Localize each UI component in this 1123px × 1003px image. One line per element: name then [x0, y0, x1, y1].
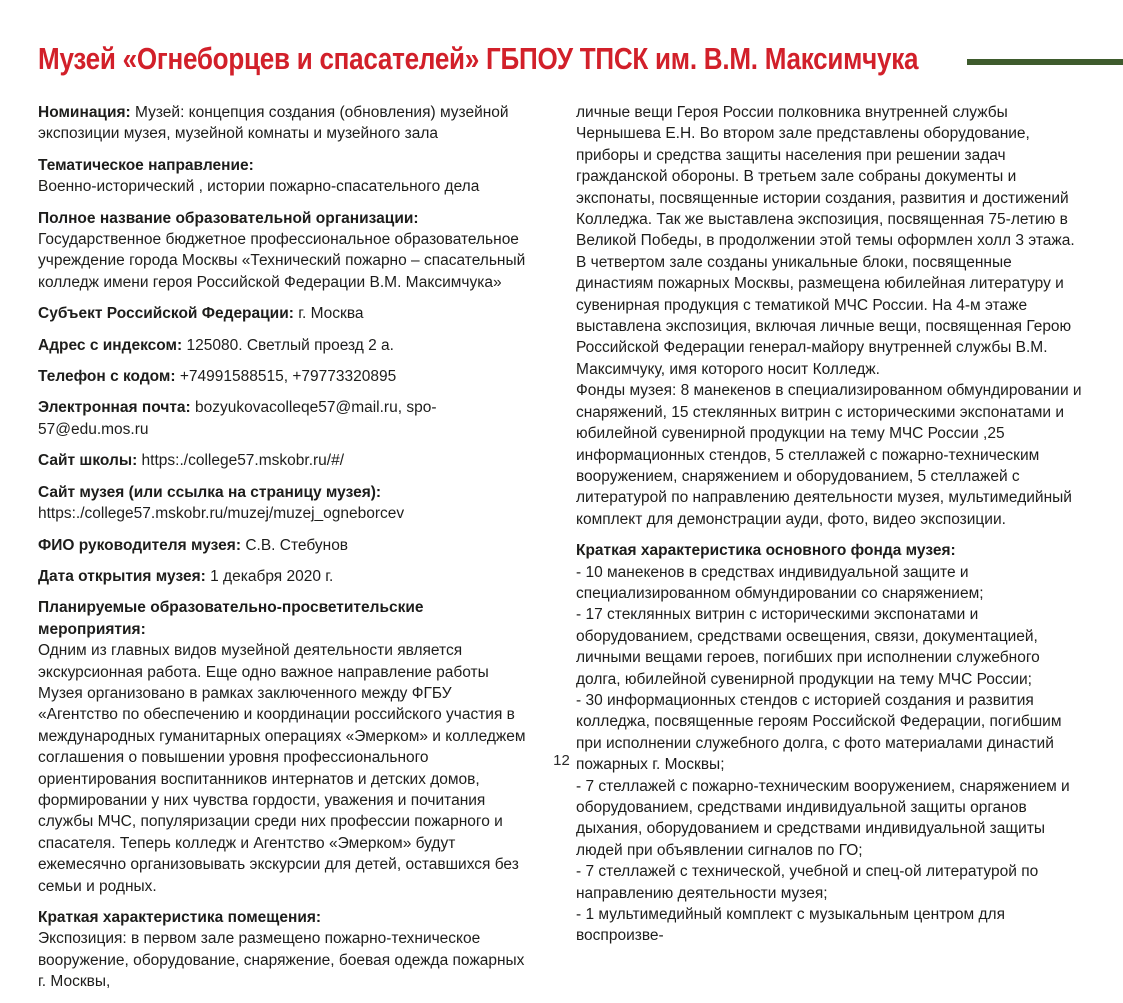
page-footer — [0, 752, 1123, 769]
fund-item: - 17 стеклянных витрин с историческими экспонатами и оборудованием, средствами освещения, связи, документацией, личными вещами героев, погибших при исполнении служебного долга, юбилейной сувенирной продукции на тему МЧС России; — [576, 606, 1040, 688]
field-value: С.В. Стебунов — [245, 536, 349, 554]
field-planned-events — [38, 597, 532, 897]
field-value: https:./college57.mskobr.ru/#/ — [141, 452, 345, 470]
fund-item: - 10 манекенов в средствах индивидуальной защите и специализированном обмундировании со снаряжением; — [576, 563, 984, 602]
field-value: 125080. Светлый проезд 2 а. — [186, 336, 394, 354]
field-email — [38, 397, 532, 440]
two-column-body — [38, 102, 1088, 1003]
field-theme — [38, 155, 532, 198]
field-label: ФИО руководителя музея: — [38, 536, 242, 554]
fund-characteristics-section — [576, 540, 1088, 947]
field-label: Номинация: — [38, 104, 131, 121]
field-premises — [38, 907, 532, 993]
field-nomination — [38, 102, 532, 145]
field-label: Электронная почта: — [38, 399, 191, 417]
field-label: Дата открытия музея: — [38, 567, 206, 585]
right-column — [576, 102, 1088, 1003]
field-label: Планируемые образовательно-просветительские мероприятия: — [38, 599, 424, 638]
field-museum-site — [38, 482, 532, 525]
field-label: Телефон с кодом: — [38, 368, 176, 386]
field-region — [38, 303, 532, 324]
field-label: Полное название образовательной организации: — [38, 209, 419, 227]
museum-funds: Фонды музея: 8 манекенов в специализированном обмундировании и снаряжений, 15 стеклянных витрин с историческими экспонатами и юбилейной сувенирной продукции на тему МЧС России ,25 информационных стендов, 5 стеллажей с пожарно-техническим вооружением, снаряжением и оборудованием, 5 стеллажей с литературой по направлению деятельности музея, мультимедийный комплект для демонстрации ауди, фото, видео экспозиции. — [576, 382, 1082, 528]
field-label: Тематическое направление: — [38, 156, 254, 174]
field-address — [38, 335, 532, 356]
field-value: Государственное бюджетное профессиональное образовательное учреждение города Москвы «Технический пожарно – спасательный колледж имени героя Российской Федерации В.М. Максимчука» — [38, 231, 526, 291]
field-value: Одним из главных видов музейной деятельности является экскурсионная работа. Еще одно важное направление работы Музея организовано в рамках заключенного между ФГБУ «Агентство по обеспечению и координации российского участия в международных гуманитарных операциях «Эмерком» и колледжем соглашения о повышении уровня профессионального ориентирования воспитанников интернатов и детских домов, формировании у них чувства гордости, уважения и почитания службы МЧС, популяризации среди них профессии пожарного и спасателя. Теперь колледж и Агентство «Эмерком» будут ежемесячно организовывать экскурсии для детей, оставшихся без семьи и родных. — [38, 642, 526, 895]
left-column — [38, 102, 532, 1003]
field-label: Субъект Российской Федерации: — [38, 305, 294, 323]
field-value: г. Москва — [298, 305, 364, 323]
field-label: Сайт музея (или ссылка на страницу музея): — [38, 483, 382, 501]
fund-item: - 1 мультимедийный комплект с музыкальным центром для воспроизве- — [576, 906, 1005, 945]
page-number: 12 — [553, 752, 570, 769]
field-label: Адрес с индексом: — [38, 336, 183, 354]
header-rule — [967, 59, 1123, 65]
field-value: Музей: концепция создания (обновления) музейной экспозиции музея, музейной комнаты и музейного зала — [38, 104, 509, 143]
field-value: https:./college57.mskobr.ru/muzej/muzej_ogneborcev — [38, 505, 405, 523]
halls-description: личные вещи Героя России полковника внутренней службы Чернышева Е.Н. Во втором зале представлены оборудование, приборы и средства защиты населения при решении задач гражданской обороны. В третьем зале собраны документы и экспонаты, посвященные истории создания, развития и достижений Колледжа. Так же выставлена экспозиция, посвященная 75-летию в Великой Победы, в продолжении этой темы оформлен холл 3 этажа. В четвертом зале созданы уникальные блоки, посвященные династиям пожарных Москвы, размещена юбилейная литературу и сувенирная продукция с тематикой МЧС России. На 4-м этаже выставлена экспозиция, включая личные вещи, посвященная Герою Российской Федерации генерал-майору внутренней службы В.М. Максимчуку, имя которого носит Колледж. — [576, 104, 1075, 378]
field-open-date — [38, 566, 532, 587]
field-director — [38, 535, 532, 556]
field-label: Краткая характеристика помещения: — [38, 909, 322, 926]
page-title: Музей «Огнеборцев и спасателей» ГБПОУ ТПСК им. В.М. Максимчука — [38, 41, 919, 76]
field-value: Экспозиция: в первом зале размещено пожарно-техническое вооружение, оборудование, снаряжение, боевая одежда пожарных г. Москвы, — [38, 930, 525, 991]
field-org-name — [38, 208, 532, 294]
fund-section-heading: Краткая характеристика основного фонда музея: — [576, 542, 956, 560]
fund-item: - 7 стеллажей с пожарно-техническим вооружением, снаряжением и оборудованием, средствами индивидуальной защиты органов дыхания, оборудованием и средствами индивидуальной защиты людей при объявлении сигналов по ГО; — [576, 777, 1070, 859]
field-value: 1 декабря 2020 г. — [210, 567, 334, 585]
fund-item: - 7 стеллажей с технической, учебной и спец-ой литературой по направлению деятельности музея; — [576, 863, 1039, 902]
field-label: Сайт школы: — [38, 452, 138, 470]
field-phone — [38, 366, 532, 387]
field-value: bozyukovacolleqe57@mail.ru, spo-57@edu.mos.ru — [38, 399, 437, 438]
field-school-site — [38, 450, 532, 471]
field-value: Военно-исторический , истории пожарно-спасательного дела — [38, 178, 480, 196]
field-value: +74991588515, +79773320895 — [179, 368, 397, 386]
fund-item: - 30 информационных стендов с историей создания и развития колледжа, посвященные героям Российской Федерации, погибшим при исполнении служебного долга, с фото материалами династий пожарных г. Москвы; — [576, 691, 1062, 774]
